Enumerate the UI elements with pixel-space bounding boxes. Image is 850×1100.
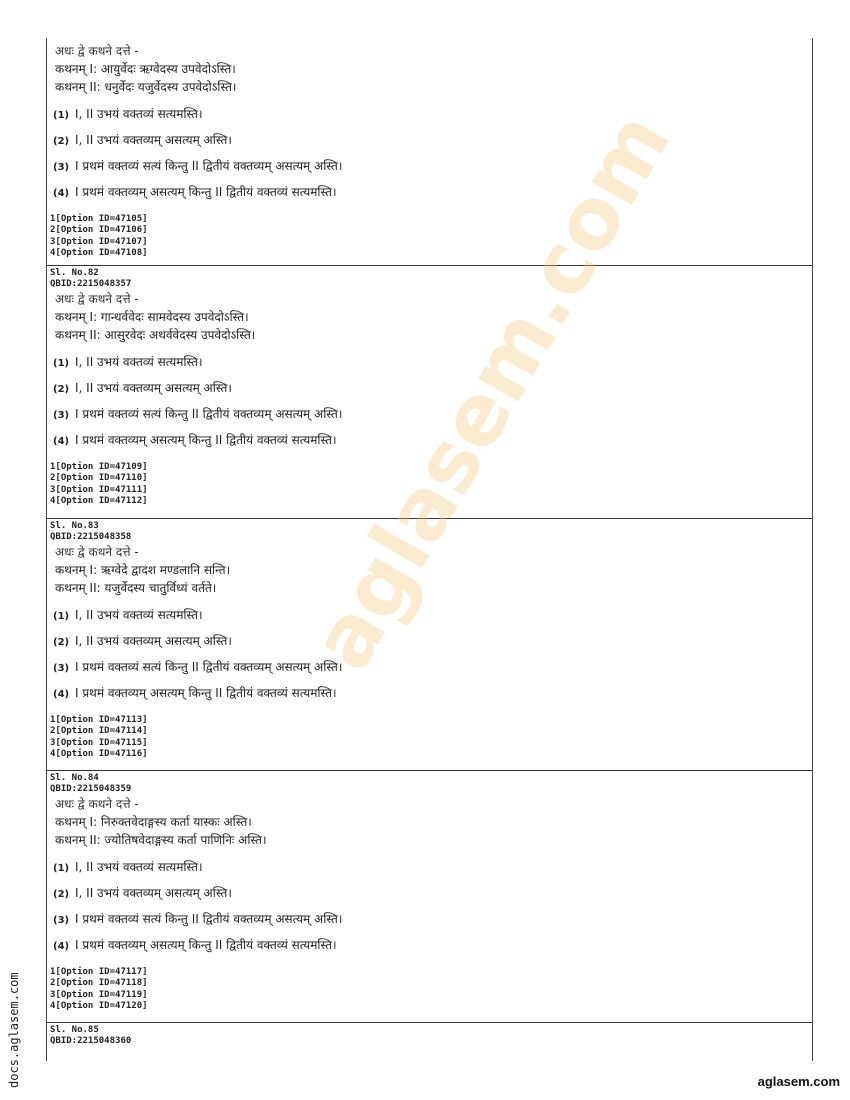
- statement-2: कथनम् II: आसुरवेदः अथर्ववेदस्य उपवेदोऽस्ति।: [55, 328, 256, 342]
- option-number: (4): [53, 436, 70, 447]
- question-intro: अधः द्वे कथने दत्ते -: [55, 292, 139, 306]
- option-number: (2): [53, 136, 70, 147]
- option-id: 2[Option ID=47110]: [50, 473, 148, 484]
- question-block: [47, 1022, 812, 1047]
- option-number: (3): [53, 162, 70, 173]
- option-text: I, II उभयं वक्तव्यम् असत्यम् अस्ति।: [75, 133, 232, 147]
- option-number: (3): [53, 410, 70, 421]
- question-block: [47, 42, 812, 260]
- question-intro: अधः द्वे कथने दत्ते -: [55, 44, 139, 58]
- option-number: (1): [53, 611, 70, 622]
- option-1: [47, 350, 812, 376]
- statement-1: कथनम् I: आयुर्वेदः ऋग्वेदस्य उपवेदोऽस्ति।: [55, 62, 236, 76]
- option-number: (3): [53, 663, 70, 674]
- option-id: 1[Option ID=47117]: [50, 967, 148, 977]
- option-number: (4): [53, 941, 70, 952]
- option-1: [47, 102, 812, 128]
- option-2: [47, 128, 812, 154]
- statement-2: कथनम् II: यजुर्वेदस्य चातुर्विध्यं वर्तते।: [55, 581, 217, 595]
- serial-number: Sl. No.84: [50, 773, 99, 783]
- watermark: aglasem.com: [292, 96, 690, 686]
- option-id: 2[Option ID=47114]: [50, 726, 148, 737]
- option-number: (1): [53, 358, 70, 369]
- option-id: 3[Option ID=47119]: [50, 989, 148, 1000]
- question-block: [47, 518, 812, 761]
- qbid: QBID:2215048359: [50, 784, 132, 794]
- option-id: 1[Option ID=47105]: [50, 214, 148, 224]
- option-3: [47, 402, 812, 428]
- option-4: [47, 933, 812, 959]
- option-text: I, II उभयं वक्तव्यम् असत्यम् अस्ति।: [75, 381, 232, 395]
- statement-2: कथनम् II: ज्योतिषवेदाङ्गस्य कर्ता पाणिनिः अस्ति।: [55, 833, 267, 847]
- option-2: [47, 629, 812, 655]
- option-number: (1): [53, 863, 70, 874]
- option-id: 3[Option ID=47107]: [50, 236, 148, 247]
- qbid: QBID:2215048358: [50, 532, 132, 542]
- option-4: [47, 428, 812, 454]
- side-watermark-text: docs.aglasem.com: [7, 972, 21, 1088]
- option-id: 1[Option ID=47109]: [50, 462, 148, 472]
- option-id: 3[Option ID=47115]: [50, 737, 148, 748]
- option-text: I प्रथमं वक्तव्यम् असत्यम् किन्तु II द्वितीयं वक्तव्यं सत्यमस्ति।: [75, 185, 337, 199]
- option-id: 1[Option ID=47113]: [50, 715, 148, 725]
- qbid: QBID:2215048357: [50, 279, 132, 289]
- qbid: QBID:2215048360: [50, 1036, 132, 1046]
- question-paper-frame: [46, 38, 813, 1061]
- option-3: [47, 154, 812, 180]
- question-block: [47, 265, 812, 508]
- option-id: 3[Option ID=47111]: [50, 484, 148, 495]
- option-3: [47, 907, 812, 933]
- option-text: I, II उभयं वक्तव्यम् असत्यम् अस्ति।: [75, 886, 232, 900]
- option-number: (3): [53, 915, 70, 926]
- question-intro: अधः द्वे कथने दत्ते -: [55, 545, 139, 559]
- serial-number: Sl. No.83: [50, 521, 99, 531]
- question-intro: अधः द्वे कथने दत्ते -: [55, 797, 139, 811]
- option-number: (2): [53, 889, 70, 900]
- statement-1: कथनम् I: गान्धर्ववेदः सामवेदस्य उपवेदोऽस्ति।: [55, 310, 249, 324]
- statement-2: कथनम् II: धनुर्वेदः यजुर्वेदस्य उपवेदोऽस्ति।: [55, 80, 237, 94]
- option-4: [47, 681, 812, 707]
- option-id: 4[Option ID=47120]: [50, 1001, 148, 1012]
- option-text: I, II उभयं वक्तव्यं सत्यमस्ति।: [75, 355, 203, 369]
- option-text: I, II उभयं वक्तव्यं सत्यमस्ति।: [75, 860, 203, 874]
- option-2: [47, 376, 812, 402]
- option-text: I प्रथमं वक्तव्यं सत्यं किन्तु II द्वितीयं वक्तव्यम् असत्यम् अस्ति।: [75, 407, 343, 421]
- option-text: I प्रथमं वक्तव्यम् असत्यम् किन्तु II द्वितीयं वक्तव्यं सत्यमस्ति।: [75, 686, 337, 700]
- option-id: 4[Option ID=47116]: [50, 749, 148, 760]
- option-number: (4): [53, 689, 70, 700]
- option-text: I, II उभयं वक्तव्यं सत्यमस्ति।: [75, 107, 203, 121]
- option-number: (1): [53, 110, 70, 121]
- option-id: 4[Option ID=47108]: [50, 248, 148, 259]
- option-text: I प्रथमं वक्तव्यम् असत्यम् किन्तु II द्वितीयं वक्तव्यं सत्यमस्ति।: [75, 938, 337, 952]
- statement-1: कथनम् I: ऋग्वेदे द्वादश मण्डलानि सन्ति।: [55, 563, 231, 577]
- option-number: (4): [53, 188, 70, 199]
- option-text: I, II उभयं वक्तव्यम् असत्यम् अस्ति।: [75, 634, 232, 648]
- option-text: I प्रथमं वक्तव्यम् असत्यम् किन्तु II द्वितीयं वक्तव्यं सत्यमस्ति।: [75, 433, 337, 447]
- option-4: [47, 180, 812, 206]
- option-text: I प्रथमं वक्तव्यं सत्यं किन्तु II द्वितीयं वक्तव्यम् असत्यम् अस्ति।: [75, 912, 343, 926]
- option-text: I प्रथमं वक्तव्यं सत्यं किन्तु II द्वितीयं वक्तव्यम् असत्यम् अस्ति।: [75, 159, 343, 173]
- option-id: 4[Option ID=47112]: [50, 496, 148, 507]
- brand-footer: aglasem.com: [757, 1074, 840, 1089]
- serial-number: Sl. No.82: [50, 268, 99, 278]
- serial-number: Sl. No.85: [50, 1025, 99, 1035]
- question-block: [47, 770, 812, 1013]
- option-id: 2[Option ID=47106]: [50, 225, 148, 236]
- option-id: 2[Option ID=47118]: [50, 978, 148, 989]
- option-1: [47, 855, 812, 881]
- option-number: (2): [53, 637, 70, 648]
- option-text: I प्रथमं वक्तव्यं सत्यं किन्तु II द्वितीयं वक्तव्यम् असत्यम् अस्ति।: [75, 660, 343, 674]
- statement-1: कथनम् I: निरुक्तवेदाङ्गस्य कर्ता यास्कः अस्ति।: [55, 815, 252, 829]
- option-number: (2): [53, 384, 70, 395]
- option-3: [47, 655, 812, 681]
- option-2: [47, 881, 812, 907]
- option-text: I, II उभयं वक्तव्यं सत्यमस्ति।: [75, 608, 203, 622]
- option-1: [47, 603, 812, 629]
